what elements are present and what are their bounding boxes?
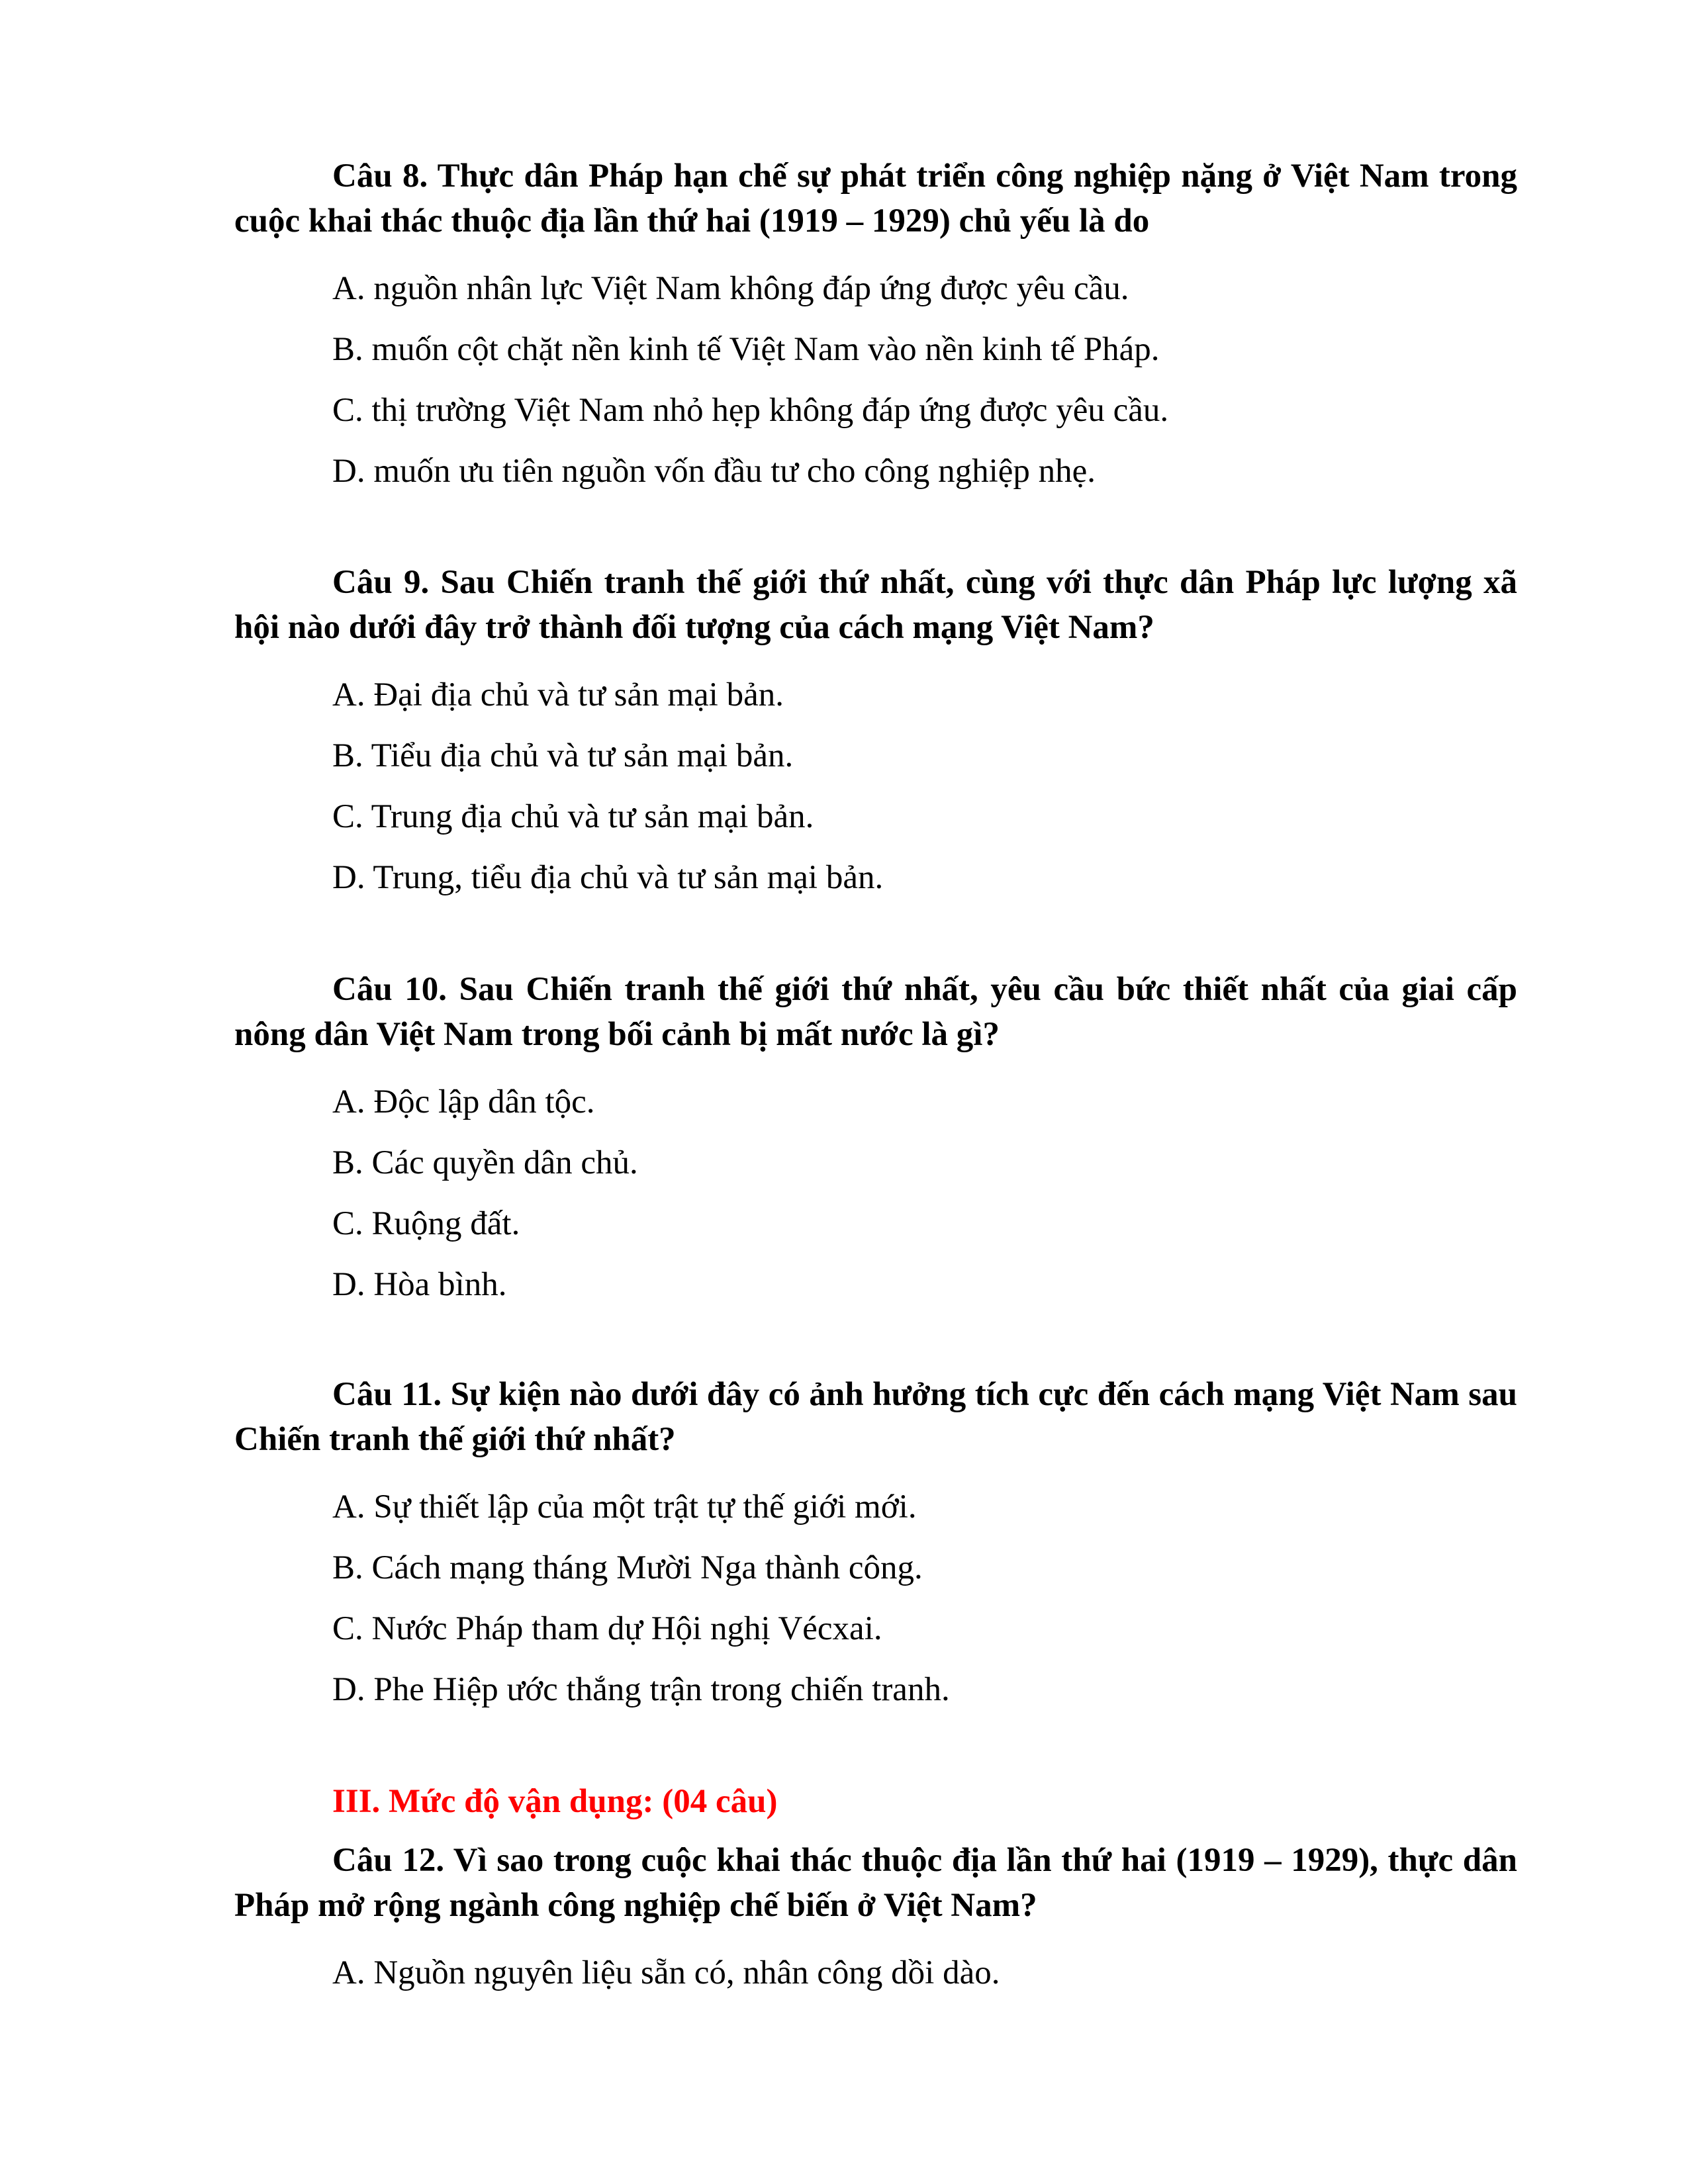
question-text: Câu 8. Thực dân Pháp hạn chế sự phát triển công nghiệp nặng ở Việt Nam trong cuộc khai thác thuộc địa lần thứ hai (1919 – 1929) chủ yếu là do (234, 158, 1517, 240)
option-b: B. Tiểu địa chủ và tư sản mại bản. (332, 737, 794, 774)
question-12 (234, 1838, 1517, 2003)
option-c: C. Trung địa chủ và tư sản mại bản. (332, 798, 814, 835)
option-a: A. nguồn nhân lực Việt Nam không đáp ứng được yêu cầu. (332, 270, 1129, 307)
option-b: B. Các quyền dân chủ. (332, 1144, 638, 1181)
section-heading-block (234, 1779, 1517, 1824)
question-text: Câu 11. Sự kiện nào dưới đây có ảnh hưởng tích cực đến cách mạng Việt Nam sau Chiến tranh thế giới thứ nhất? (234, 1376, 1517, 1458)
question-text: Câu 10. Sau Chiến tranh thế giới thứ nhất, yêu cầu bức thiết nhất của giai cấp nông dân Việt Nam trong bối cảnh bị mất nước là gì? (234, 971, 1517, 1053)
option-a: A. Nguồn nguyên liệu sẵn có, nhân công dồi dào. (332, 1954, 1000, 1991)
question-8 (234, 154, 1517, 502)
option-a: A. Sự thiết lập của một trật tự thế giới mới. (332, 1488, 917, 1525)
question-9 (234, 560, 1517, 908)
question-text: Câu 12. Vì sao trong cuộc khai thác thuộc địa lần thứ hai (1919 – 1929), thực dân Pháp mở rộng ngành công nghiệp chế biến ở Việt Nam? (234, 1842, 1517, 1924)
option-d: D. Hòa bình. (332, 1266, 507, 1303)
option-d: D. Phe Hiệp ước thắng trận trong chiến tranh. (332, 1671, 950, 1708)
option-d: D. Trung, tiểu địa chủ và tư sản mại bản. (332, 859, 884, 896)
option-b: B. Cách mạng tháng Mười Nga thành công. (332, 1549, 923, 1586)
question-text: Câu 9. Sau Chiến tranh thế giới thứ nhất, cùng với thực dân Pháp lực lượng xã hội nào dưới đây trở thành đối tượng của cách mạng Việt Nam? (234, 564, 1517, 646)
option-d: D. muốn ưu tiên nguồn vốn đầu tư cho công nghiệp nhẹ. (332, 453, 1096, 490)
section-heading: III. Mức độ vận dụng: (04 câu) (332, 1783, 778, 1820)
option-c: C. Ruộng đất. (332, 1205, 520, 1242)
question-10 (234, 967, 1517, 1315)
option-a: A. Đại địa chủ và tư sản mại bản. (332, 676, 784, 713)
option-b: B. muốn cột chặt nền kinh tế Việt Nam vào nền kinh tế Pháp. (332, 331, 1160, 368)
option-c: C. Nước Pháp tham dự Hội nghị Vécxai. (332, 1610, 882, 1647)
option-a: A. Độc lập dân tộc. (332, 1083, 595, 1120)
option-c: C. thị trường Việt Nam nhỏ hẹp không đáp ứng được yêu cầu. (332, 392, 1169, 429)
question-11 (234, 1372, 1517, 1720)
